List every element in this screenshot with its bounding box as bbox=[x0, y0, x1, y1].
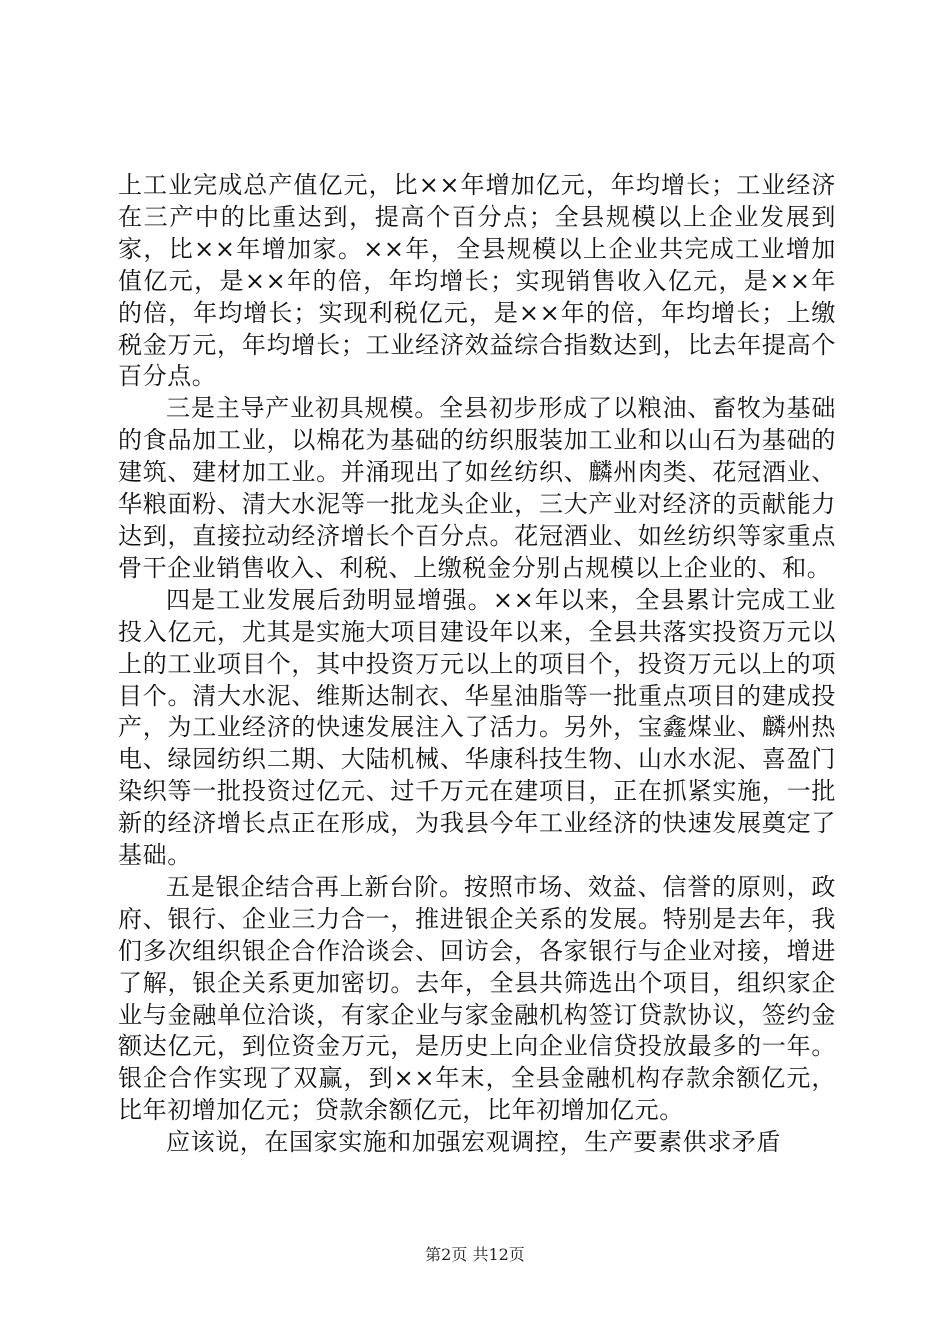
paragraph-conclusion-start: 应该说，在国家实施和加强宏观调控，生产要素供求矛盾 bbox=[166, 1128, 781, 1157]
page-footer: 第2页 共12页 bbox=[425, 1245, 525, 1264]
paragraph-bank-enterprise: 五是银企结合再上新台阶。按照市场、效益、信誉的原则，政府、银行、企业三力合一，推进银企关系的发展。特别是去年，我们多次组织银企合作洽谈会、回访会，各家银行与企业对接，增进了解，银企关系更加密切。去年，全县共筛选出个项目，组织家企业与金融单位洽谈，有家企业与家金融机构签订贷款协议，签约金额达亿元，到位资金万元，是历史上向企业信贷投放最多的一年。银企合作实现了双赢，到××年末，全县金融机构存款余额亿元，比年初增加亿元；贷款余额亿元，比年初增加亿元。 bbox=[118, 872, 836, 1125]
paragraph-continuation: 上工业完成总产值亿元，比××年增加亿元，年均增长；工业经济在三产中的比重达到，提高个百分点；全县规模以上企业发展到家，比××年增加家。××年，全县规模以上企业共完成工业增加值亿元，是××年的倍，年均增长；实现销售收入亿元，是××年的倍，年均增长；实现利税亿元，是××年的倍，年均增长；上缴税金万元，年均增长；工业经济效益综合指数达到，比去年提高个百分点。 bbox=[118, 171, 836, 391]
document-body bbox=[118, 170, 836, 1159]
paragraph-leading-industries: 三是主导产业初具规模。全县初步形成了以粮油、畜牧为基础的食品加工业，以棉花为基础的纺织服装加工业和以山石为基础的建筑、建材加工业。并涌现出了如丝纺织、麟州肉类、花冠酒业、华粮面粉、清大水泥等一批龙头企业，三大产业对经济的贡献能力达到，直接拉动经济增长个百分点。花冠酒业、如丝纺织等家重点骨干企业销售收入、利税、上缴税金分别占规模以上企业的、和。 bbox=[118, 394, 836, 582]
paragraph-development-momentum: 四是工业发展后劲明显增强。××年以来，全县累计完成工业投入亿元，尤其是实施大项目建设年以来，全县共落实投资万元以上的工业项目个，其中投资万元以上的项目个，投资万元以上的项目个。清大水泥、维斯达制衣、华星油脂等一批重点项目的建成投产，为工业经济的快速发展注入了活力。另外，宝鑫煤业、麟州热电、绿园纺织二期、大陆机械、华康科技生物、山水水泥、喜盈门染织等一批投资过亿元、过千万元在建项目，正在抓紧实施，一批新的经济增长点正在形成，为我县今年工业经济的快速发展奠定了基础。 bbox=[118, 585, 836, 870]
